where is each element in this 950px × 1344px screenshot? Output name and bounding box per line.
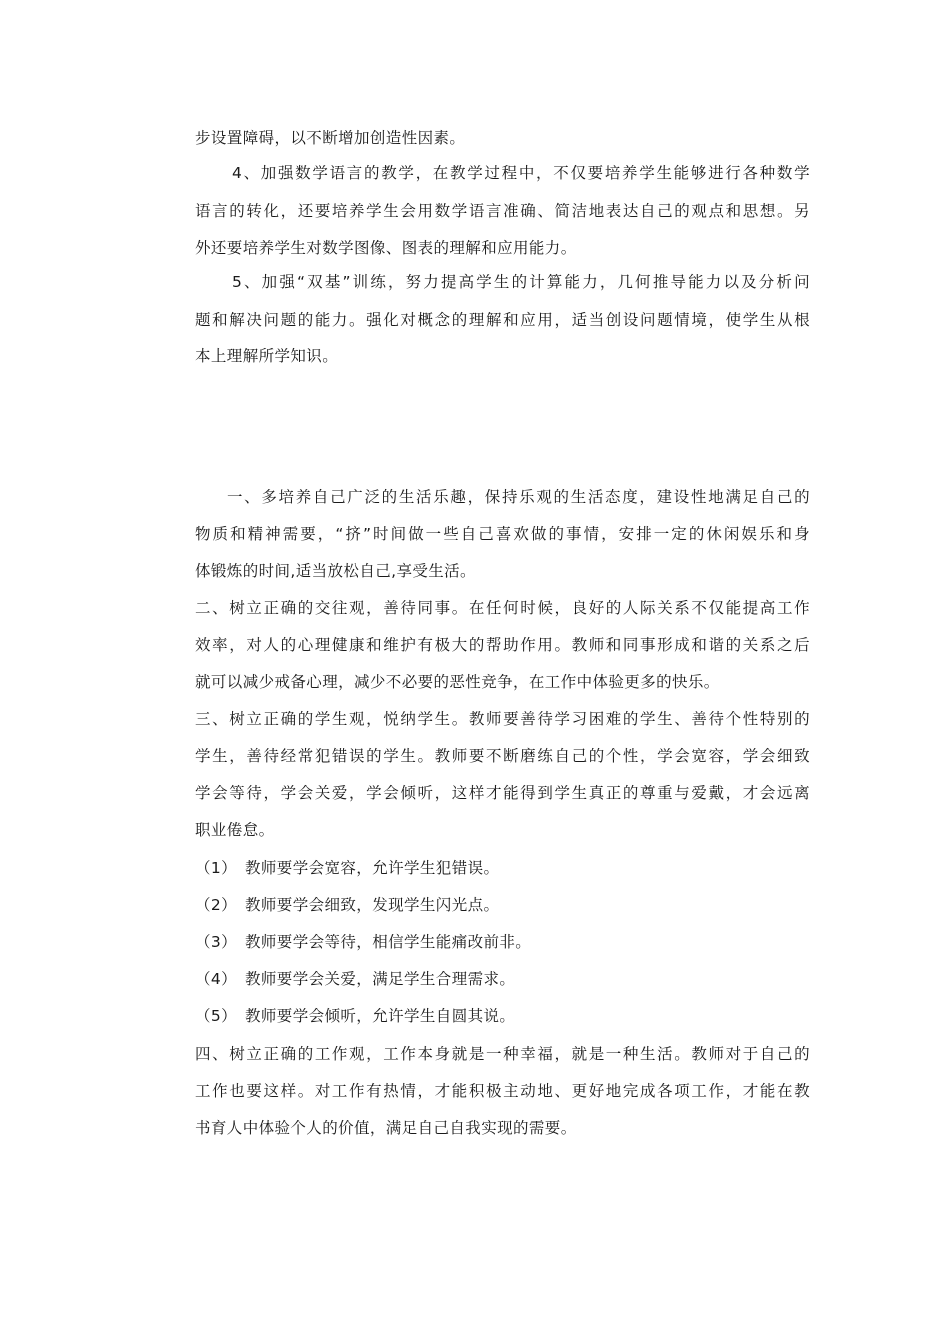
list-item-number: （1） <box>195 859 238 877</box>
text-line: 工作也要这样。对工作有热情，才能积极主动地、更好地完成各项工作，才能在教 <box>195 1082 810 1100</box>
text-line: 效率，对人的心理健康和维护有极大的帮助作用。教师和同事形成和谐的关系之后 <box>195 636 810 654</box>
text-line: 二、树立正确的交往观，善待同事。在任何时候，良好的人际关系不仅能提高工作 <box>195 599 810 617</box>
text-line: 外还要培养学生对数学图像、图表的理解和应用能力。 <box>195 239 577 257</box>
list-item <box>195 858 499 878</box>
list-item-text: 教师要学会宽容，允许学生犯错误。 <box>245 859 500 877</box>
text-line: 学会等待，学会关爱，学会倾听，这样才能得到学生真正的尊重与爱戴，才会远离 <box>195 784 810 802</box>
text-line: 学生，善待经常犯错误的学生。教师要不断磨练自己的个性，学会宽容，学会细致 <box>195 747 810 765</box>
list-item-text: 教师要学会细致，发现学生闪光点。 <box>245 896 500 914</box>
text-line: 4、加强数学语言的教学，在教学过程中，不仅要培养学生能够进行各种数学 <box>232 164 810 182</box>
list-item-text: 教师要学会倾听，允许学生自圆其说。 <box>245 1007 516 1025</box>
text-line: 书育人中体验个人的价值，满足自己自我实现的需要。 <box>195 1119 577 1137</box>
text-line: 三、树立正确的学生观，悦纳学生。教师要善待学习困难的学生、善待个性特别的 <box>195 710 810 728</box>
list-item-text: 教师要学会等待，相信学生能痛改前非。 <box>245 933 532 951</box>
list-item <box>195 1006 515 1026</box>
list-item-number: （4） <box>195 970 238 988</box>
text-line: 语言的转化，还要培养学生会用数学语言准确、简洁地表达自己的观点和思想。另 <box>195 202 810 220</box>
text-line: 职业倦怠。 <box>195 821 275 839</box>
list-item-number: （3） <box>195 933 238 951</box>
list-item <box>195 895 499 915</box>
list-item-number: （2） <box>195 896 238 914</box>
text-line: 物质和精神需要，“挤”时间做一些自己喜欢做的事情，安排一定的休闲娱乐和身 <box>195 525 810 543</box>
list-item-number: （5） <box>195 1007 238 1025</box>
text-line: 就可以减少戒备心理，减少不必要的恶性竞争，在工作中体验更多的快乐。 <box>195 673 720 691</box>
list-item <box>195 969 515 989</box>
list-item <box>195 932 531 952</box>
text-line: 步设置障碍，以不断增加创造性因素。 <box>195 129 466 147</box>
text-line: 四、树立正确的工作观，工作本身就是一种幸福，就是一种生活。教师对于自己的 <box>195 1045 810 1063</box>
text-line: 体锻炼的时间,适当放松自己,享受生活。 <box>195 562 476 580</box>
list-item-text: 教师要学会关爱，满足学生合理需求。 <box>245 970 516 988</box>
text-line: 一、多培养自己广泛的生活乐趣，保持乐观的生活态度，建设性地满足自己的 <box>227 488 810 506</box>
text-line: 5、加强“双基”训练，努力提高学生的计算能力，几何推导能力以及分析问 <box>232 273 810 291</box>
text-line: 题和解决问题的能力。强化对概念的理解和应用，适当创设问题情境，使学生从根 <box>195 311 810 329</box>
text-line: 本上理解所学知识。 <box>195 347 339 365</box>
